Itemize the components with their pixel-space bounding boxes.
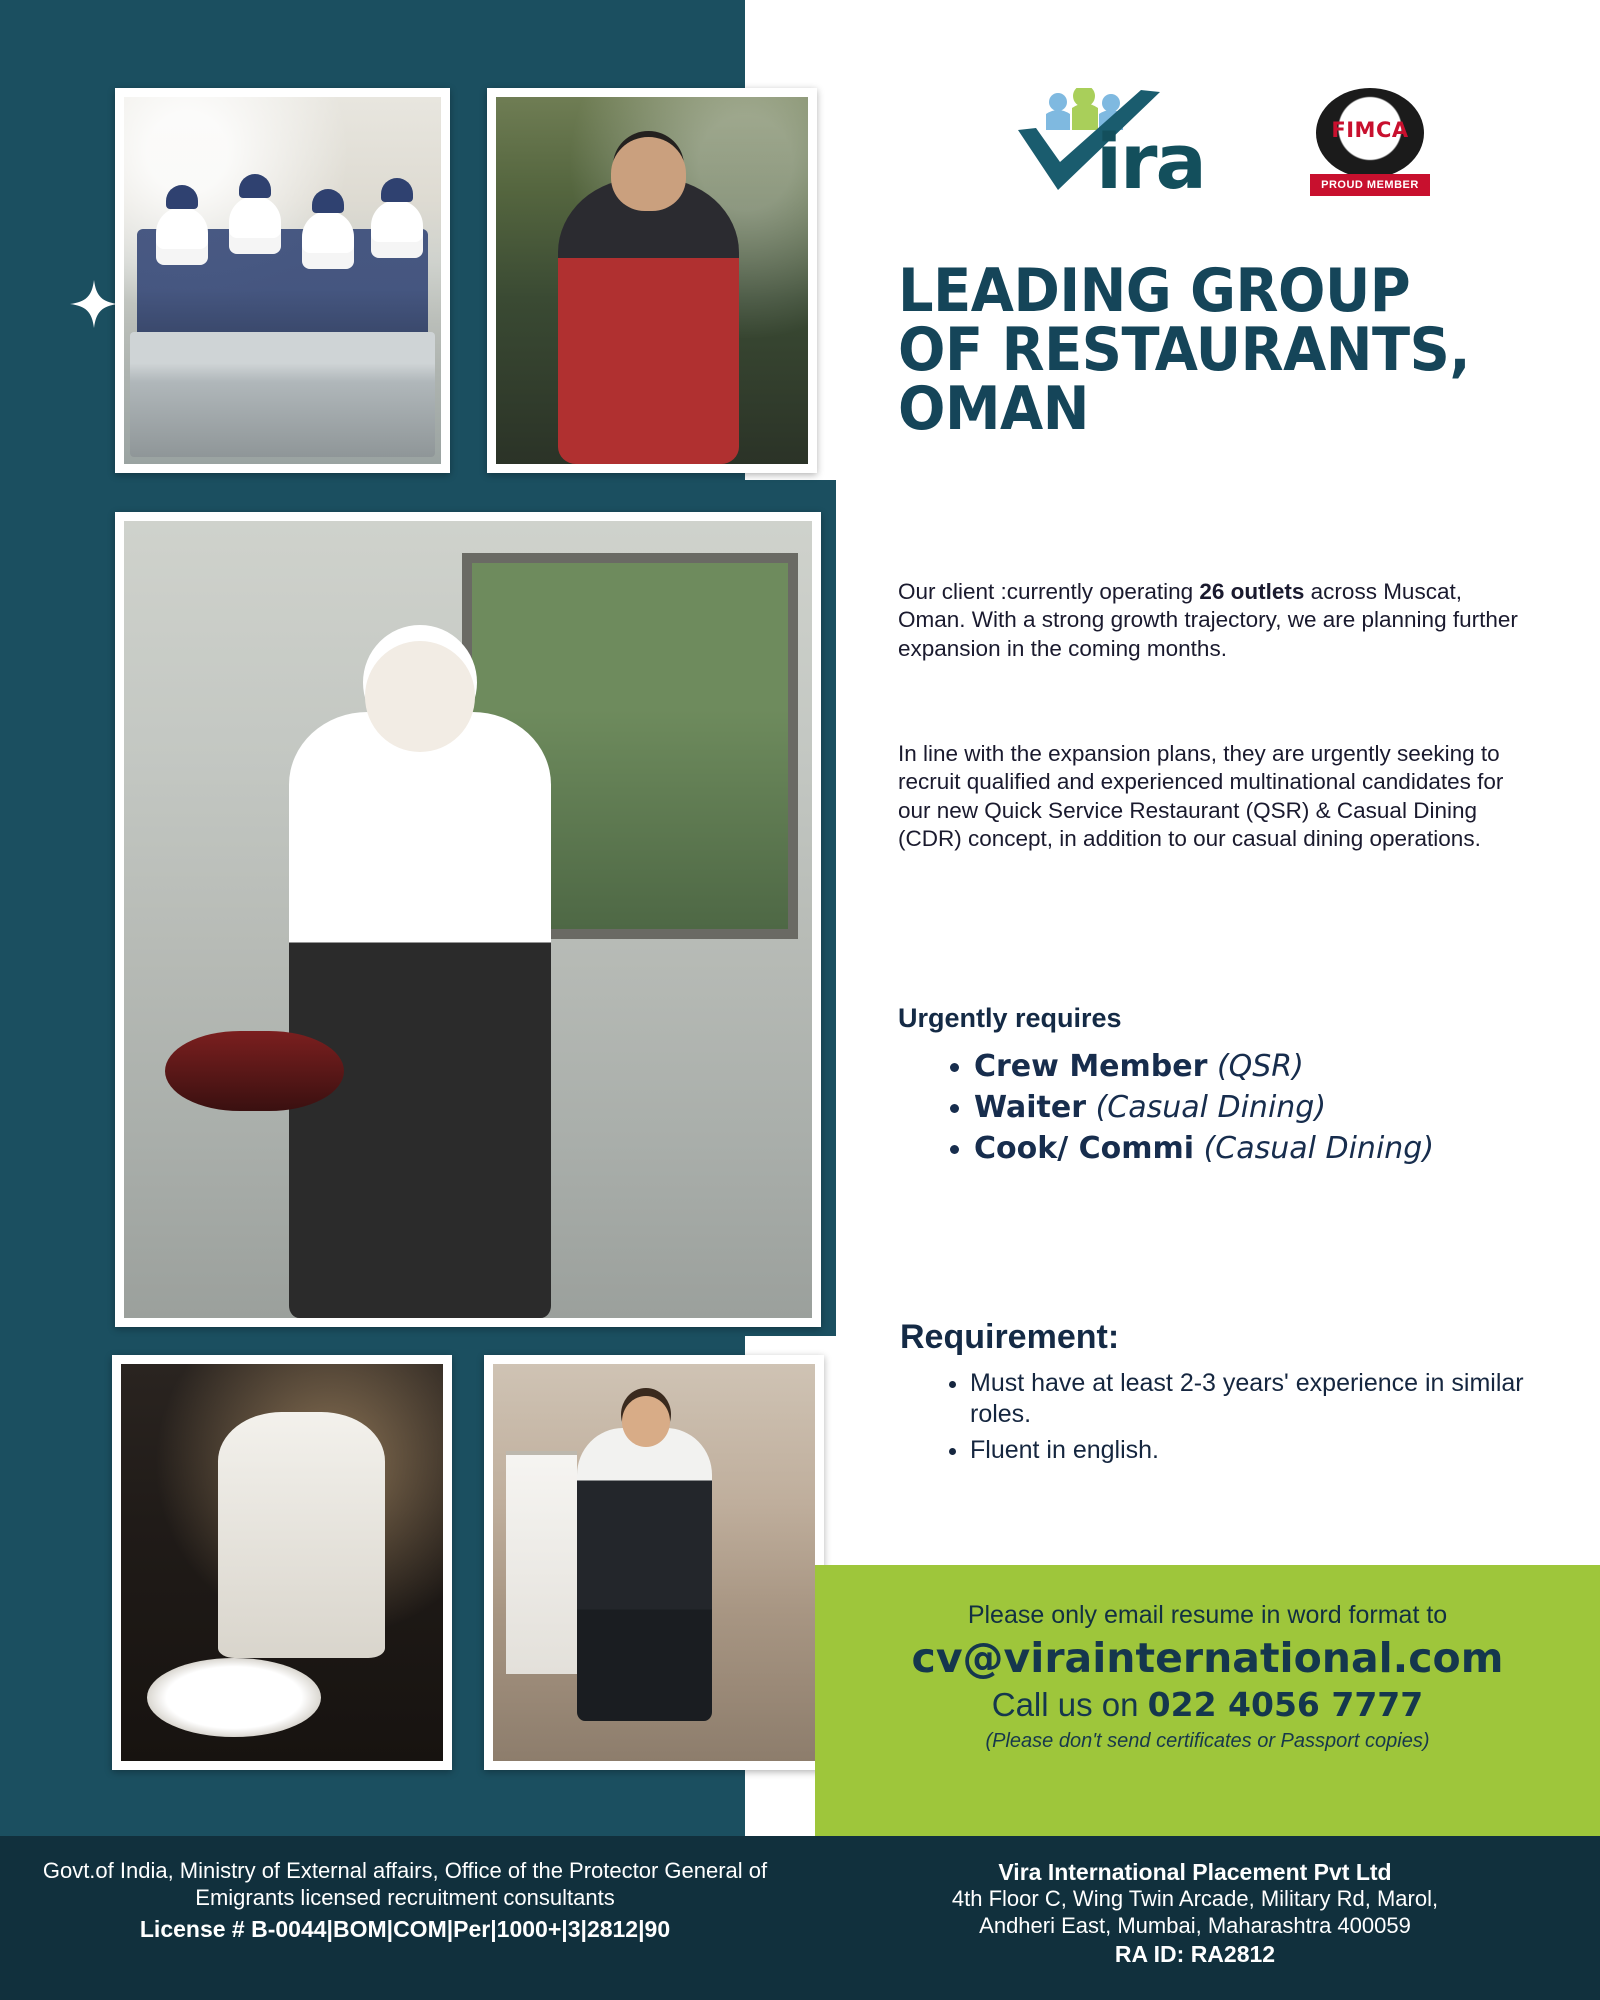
requirements-list <box>930 1368 1570 1470</box>
photo-waiter-taking-order <box>487 88 817 473</box>
intro-paragraph-1 <box>898 578 1518 663</box>
role-name: Cook/ Commi <box>974 1130 1195 1166</box>
vacancies-title: Urgently requires <box>898 1003 1122 1033</box>
fimca-label: FIMCA <box>1331 118 1409 142</box>
vira-wordmark: ira <box>1096 117 1205 206</box>
outlets-count: 26 outlets <box>1199 579 1305 604</box>
vacancies-list <box>930 1048 1584 1170</box>
role-detail: (Casual Dining) <box>1194 1130 1435 1166</box>
chef-head <box>365 641 475 753</box>
vira-logo <box>1010 88 1245 206</box>
footer-company-block <box>810 1858 1580 1968</box>
intro-p1-part-a: Our client :currently operating <box>898 579 1200 604</box>
footer-govt-text: Govt.of India, Ministry of External affairs, Office of the Protector General of Emigrants licensed recruitment consultants <box>42 1858 768 1910</box>
role-name: Crew Member <box>974 1049 1208 1084</box>
footer-license-block <box>20 1858 790 1943</box>
contact-instruction: Please only email resume in word format to <box>967 1601 1448 1629</box>
fimca-ribbon-label: PROUD MEMBER <box>1310 174 1430 196</box>
fimca-badge <box>1310 88 1430 200</box>
role-detail: (Casual Dining) <box>1086 1089 1327 1125</box>
list-item: • Must have at least 2-3 years' experience in similar roles. <box>970 1368 1570 1431</box>
logo-row <box>1010 88 1430 206</box>
photo-chef-plating <box>112 1355 452 1770</box>
photo-canteen-service <box>115 88 450 473</box>
contact-email[interactable]: cv@virainternational.com <box>911 1634 1504 1682</box>
list-item <box>974 1089 1584 1127</box>
list-item <box>974 1048 1584 1086</box>
role-detail: (QSR) <box>1207 1049 1304 1084</box>
frying-pan <box>165 1031 344 1111</box>
list-item: • Fluent in english. <box>970 1435 1570 1466</box>
canteen-staff-figures <box>124 97 441 464</box>
intro-paragraph-2: In line with the expansion plans, they are urgently seeking to recruit qualified and experienced multinational candidates for our new Quick Service Restaurant (QSR) & Casual Dining (CDR) concept, in addition to our casual dining operations. <box>898 741 1504 852</box>
sparkle-icon <box>70 280 118 328</box>
contact-band <box>815 1565 1600 1836</box>
footer-license-number: License # B-0044|BOM|COM|Per|1000+|3|2812|90 <box>139 1915 671 1942</box>
footer-address-line-1: 4th Floor C, Wing Twin Arcade, Military Rd, Marol, <box>951 1886 1439 1912</box>
photo-chef-cooking <box>115 512 821 1327</box>
intro-p1-part-b: across Muscat, Oman. With a strong growth trajectory, we are planning further expansion in the coming months. <box>898 579 1518 661</box>
page-title: LEADING GROUP OF RESTAURANTS, OMAN <box>898 256 1471 444</box>
contact-phone[interactable]: 022 4056 7777 <box>1147 1685 1424 1725</box>
role-name: Waiter <box>974 1089 1087 1125</box>
footer-company-name: Vira International Placement Pvt Ltd <box>998 1859 1392 1885</box>
photo-waiter-restaurant <box>484 1355 824 1770</box>
requirements-title: Requirement: <box>900 1318 1120 1356</box>
footer-ra-id: RA ID: RA2812 <box>1114 1940 1276 1967</box>
list-item <box>974 1130 1584 1168</box>
background-shelf <box>506 1451 577 1673</box>
contact-note: (Please don't send certificates or Passport copies) <box>985 1730 1430 1753</box>
footer-address-line-2: Andheri East, Mumbai, Maharashtra 400059 <box>979 1912 1411 1938</box>
contact-phone-line <box>815 1685 1600 1724</box>
call-prefix: Call us on <box>991 1686 1148 1724</box>
